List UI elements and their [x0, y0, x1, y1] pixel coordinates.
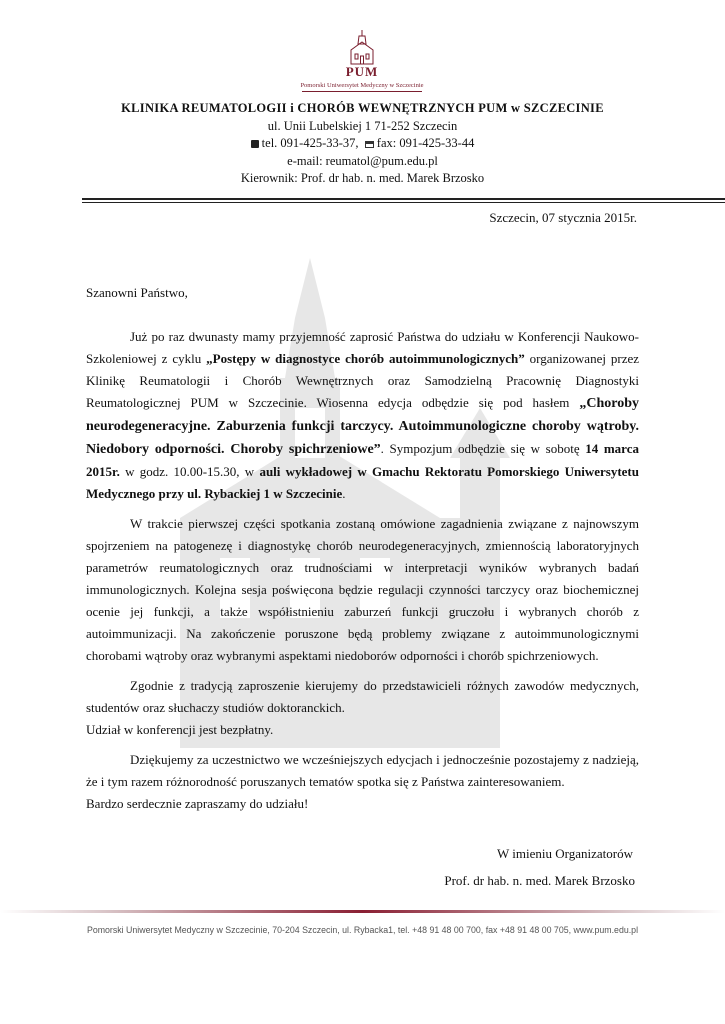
fax-icon [365, 141, 374, 148]
letter-date: Szczecin, 07 stycznia 2015r. [489, 210, 637, 225]
symposium-venue: auli wykładowej w Gmachu Rektoratu Pomorskiego Uniwersytetu Medycznego przy ul. Rybackiej 1 w Szczecinie [86, 464, 639, 501]
phone-number: tel. 091-425-33-37, [261, 136, 359, 150]
signature-organizers: W imieniu Organizatorów [497, 846, 633, 861]
paragraph-free-entry: Udział w konferencji jest bezpłatny. [86, 722, 274, 737]
clinic-head: Kierownik: Prof. dr hab. n. med. Marek Brzosko [240, 171, 485, 185]
email-address: e-mail: reumatol@pum.edu.pl [287, 153, 438, 168]
clinic-address: ul. Unii Lubelskiej 1 71-252 Szczecin [267, 118, 458, 133]
logo-underline [302, 91, 422, 92]
university-logo [292, 28, 432, 92]
greeting: Szanowni Państwo, [86, 285, 188, 300]
edition-motto: „Choroby neurodegeneracyjne. Zaburzenia funkcji tarczycy. Autoimmunologiczne choroby wątroby. Niedobory odporności. Choroby spichrzeniowe” [86, 396, 639, 457]
text-run: organizowanej przez Klinikę Reumatologii i Chorób Wewnętrznych oraz Samodzielną Pracownię Diagnostyki Reumatologicznej PUM w Szczecinie. Wiosenna edycja odbędzie się pod hasłem [86, 351, 639, 410]
letterhead [0, 100, 725, 188]
paragraph-closing: Bardzo serdecznie zapraszamy do udziału! [86, 796, 309, 811]
fax-number: fax: 091-425-33-44 [376, 136, 475, 150]
letter-body [86, 282, 639, 815]
footer-address: Pomorski Uniwersytet Medyczny w Szczecinie, 70-204 Szczecin, ul. Rybacka1, tel. +48 91 48 00 700, fax +48 91 48 00 705, www.pum.edu.pl [86, 925, 639, 935]
text-run: . Sympozjum odbędzie się w sobotę [380, 441, 586, 456]
footer-divider [0, 910, 725, 913]
header-rule [82, 198, 725, 200]
conference-series-title: „Postępy w diagnostyce chorób autoimmunologicznych” [206, 351, 525, 366]
paragraph-program: W trakcie pierwszej części spotkania zostaną omówione zagadnienia związane z najnowszym spojrzeniem na patogenezę i diagnostykę chorób neurodegeneracyjnych, zmiennością laboratoryjnych parametrów reumatologicznych oraz trudnościami w interpretacji wyników wybranych badań immunologicznych. Kolejna sesja poświęcona będzie regulacji czynności tarczycy oraz biochemicznej ocenie jej funkcji, a także współistnieniu zaburzeń funkcji gruczołu i wybranych chorób z autoimmunizacji. Na zakończenie poruszone będą problemy związane z autoimmunologicznymi chorobami wątroby oraz wybranymi aspektami niedoborów odporności i chorób spichrzeniowych. [86, 516, 639, 663]
phone-icon [251, 140, 259, 148]
symposium-date: 14 marca 2015r. [86, 441, 639, 479]
clinic-name: KLINIKA REUMATOLOGII i CHORÓB WEWNĘTRZNYCH PUM w SZCZECINIE [121, 101, 604, 115]
text-run: w godz. 10.00-15.30, w [119, 464, 260, 479]
logo-mark: PUM [345, 64, 379, 79]
text-run: . [342, 486, 346, 501]
paragraph-audience: Zgodnie z tradycją zaproszenie kierujemy do przedstawicieli różnych zawodów medycznych, studentów oraz słuchaczy studiów doktoranckich. [86, 678, 639, 715]
text-run: Już po raz dwunasty mamy przyjemność zaprosić Państwa do udziału w Konferencji Naukowo-Szkoleniowej z cyklu [86, 329, 639, 366]
paragraph-thanks: Dziękujemy za uczestnictwo we wcześniejszych edycjach i jednocześnie pozostajemy z nadzieją, że i tym razem różnorodność poruszanych tematów spotka się z Państwa zainteresowaniem. [86, 752, 639, 789]
header-rule-thin [82, 202, 725, 203]
contact-line [0, 135, 725, 153]
paragraph-invitation [86, 326, 639, 505]
logo-university-name: Pomorski Uniwersytet Medyczny w Szczecinie [300, 82, 424, 89]
signature-name: Prof. dr hab. n. med. Marek Brzosko [444, 873, 635, 888]
